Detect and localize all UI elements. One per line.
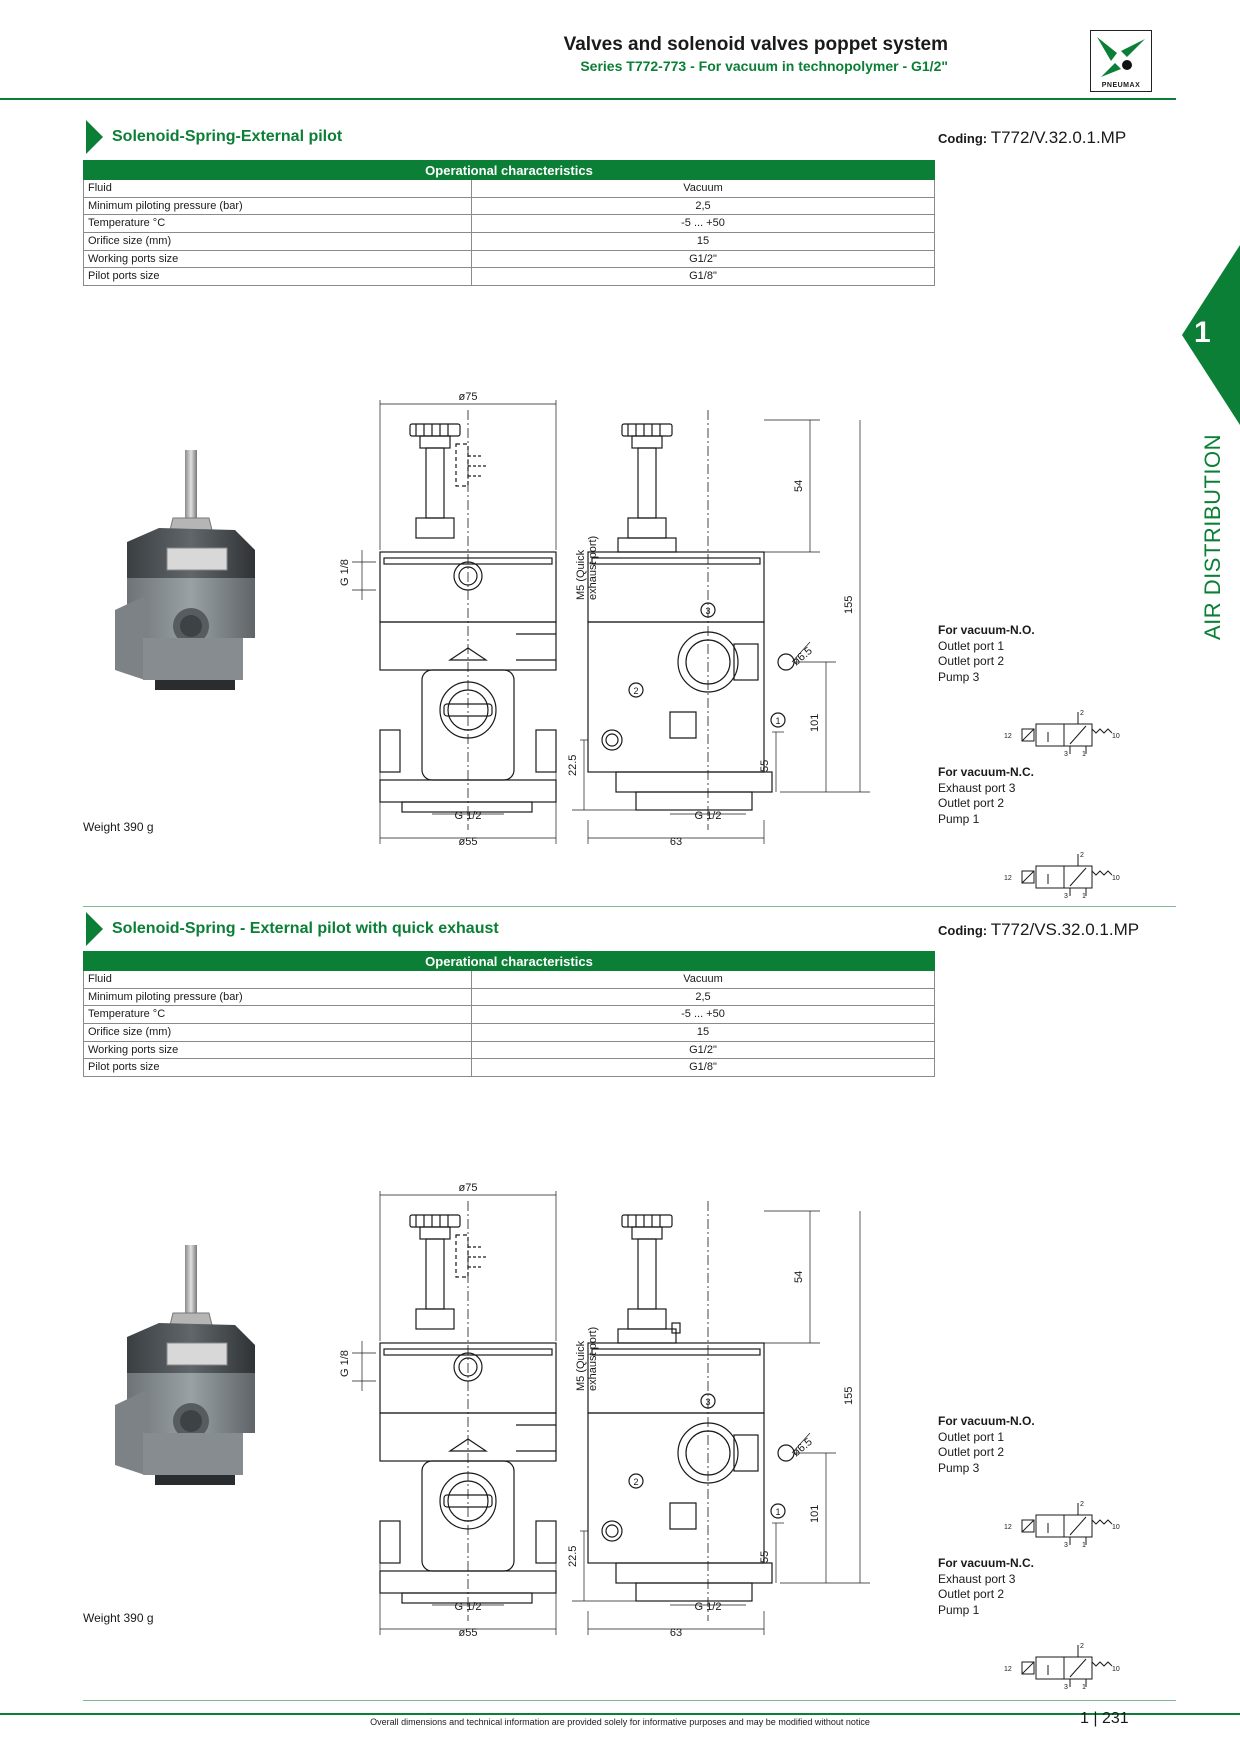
dim-101: 101: [809, 713, 821, 732]
dim-pilot-port: G 1/8: [339, 1350, 351, 1377]
svg-text:2: 2: [1080, 710, 1084, 717]
technical-drawing: [340, 1181, 900, 1651]
header-rule: [0, 98, 1176, 100]
product-photo: [115, 450, 265, 710]
table-row: Working ports size G1/2": [84, 250, 935, 268]
svg-text:1: 1: [1082, 1542, 1086, 1549]
section-arrow-icon: [86, 120, 103, 154]
svg-text:2: 2: [1080, 1501, 1084, 1508]
header-subtitle: Series T772-773 - For vacuum in technopolymer - G1/2": [580, 58, 948, 74]
dim-diameter-75: ø75: [458, 1182, 478, 1194]
dim-55: 55: [759, 759, 771, 772]
table-row: Minimum piloting pressure (bar) 2,5: [84, 988, 935, 1006]
dim-pilot-port: G 1/8: [339, 559, 351, 586]
dim-55: 55: [759, 1550, 771, 1563]
section-title: Solenoid-Spring-External pilot: [112, 128, 343, 145]
pneumatic-symbol-nc: [1000, 1641, 1120, 1691]
table-row: Orifice size (mm) 15: [84, 1024, 935, 1042]
dim-diameter-55: ø55: [458, 1627, 478, 1639]
svg-text:12: 12: [1004, 875, 1012, 882]
pneumatic-symbol-no: [1000, 1499, 1120, 1549]
svg-text:3: 3: [1064, 1542, 1068, 1549]
dim-54: 54: [793, 1270, 805, 1283]
svg-text:1: 1: [1082, 1684, 1086, 1691]
dim-63: 63: [669, 1627, 683, 1639]
dim-g12-right: G 1/2: [694, 810, 722, 822]
coding-label: Coding:: [938, 131, 988, 146]
page-number: 1 | 231: [1080, 1710, 1129, 1727]
svg-text:10: 10: [1112, 1666, 1120, 1673]
dim-diameter-75: ø75: [458, 391, 478, 403]
dim-g12-right: G 1/2: [694, 1601, 722, 1613]
dim-155: 155: [843, 1386, 855, 1405]
port-3-label: 3: [705, 1397, 711, 1407]
svg-text:3: 3: [1064, 1684, 1068, 1691]
dim-22-5: 22.5: [567, 1545, 579, 1567]
spec-table: [83, 160, 935, 286]
svg-text:1: 1: [1082, 893, 1086, 900]
svg-text:3: 3: [1064, 751, 1068, 758]
legend-vacuum-nc: For vacuum-N.C. Exhaust port 3 Outlet port 2 Pump 1: [938, 765, 1035, 826]
dim-22-5: 22.5: [567, 754, 579, 776]
svg-text:3: 3: [1064, 893, 1068, 900]
table-row: Fluid Vacuum: [84, 180, 935, 198]
dim-65: ø6.5: [790, 1435, 815, 1460]
footer-rule: [0, 1713, 1240, 1715]
technical-drawing: [340, 390, 900, 860]
coding: [938, 920, 1139, 940]
spec-table-header: Operational characteristics: [84, 952, 935, 971]
legend-vacuum-no: For vacuum-N.O. Outlet port 1 Outlet port 2 Pump 3: [938, 623, 1035, 684]
section-divider: [83, 906, 1176, 907]
pneumatic-symbol-nc: [1000, 850, 1120, 900]
table-row: Pilot ports size G1/8": [84, 268, 935, 286]
dim-101: 101: [809, 1504, 821, 1523]
dim-m5-label-2: exhaust port): [587, 1326, 599, 1391]
dim-g12-left: G 1/2: [454, 810, 482, 822]
port-1-label: 1: [775, 1507, 781, 1517]
table-row: Temperature °C -5 ... +50: [84, 1006, 935, 1024]
spec-table: [83, 951, 935, 1077]
port-2-label: 2: [633, 686, 639, 696]
port-2-label: 2: [633, 1477, 639, 1487]
dim-m5-label-2: exhaust port): [587, 535, 599, 600]
coding-value: T772/VS.32.0.1.MP: [990, 920, 1140, 939]
table-row: Fluid Vacuum: [84, 971, 935, 989]
chapter-tab: [1182, 245, 1240, 425]
dim-54: 54: [793, 479, 805, 492]
table-row: Pilot ports size G1/8": [84, 1059, 935, 1077]
svg-text:10: 10: [1112, 733, 1120, 740]
coding-label: Coding:: [938, 923, 988, 938]
dim-diameter-55: ø55: [458, 836, 478, 848]
legend-vacuum-no: For vacuum-N.O. Outlet port 1 Outlet port 2 Pump 3: [938, 1414, 1035, 1475]
table-row: Orifice size (mm) 15: [84, 233, 935, 251]
weight-label: Weight 390 g: [83, 1611, 154, 1625]
coding: [938, 128, 1126, 148]
table-row: Working ports size G1/2": [84, 1041, 935, 1059]
table-row: Minimum piloting pressure (bar) 2,5: [84, 197, 935, 215]
svg-text:12: 12: [1004, 1524, 1012, 1531]
logo-text: PNEUMAX: [1101, 82, 1141, 89]
legend-vacuum-nc: For vacuum-N.C. Exhaust port 3 Outlet port 2 Pump 1: [938, 1556, 1035, 1617]
svg-text:2: 2: [1080, 1643, 1084, 1650]
footer-disclaimer: Overall dimensions and technical information are provided solely for informative purposes and may be modified without notice: [370, 1717, 870, 1727]
svg-text:12: 12: [1004, 733, 1012, 740]
header-title: Valves and solenoid valves poppet system: [563, 34, 948, 55]
svg-text:12: 12: [1004, 1666, 1012, 1673]
weight-label: Weight 390 g: [83, 820, 154, 834]
svg-text:10: 10: [1112, 875, 1120, 882]
pneumax-logo: [1090, 30, 1152, 92]
dim-m5-label: M5 (Quick: [575, 1340, 587, 1391]
table-row: Temperature °C -5 ... +50: [84, 215, 935, 233]
dim-63: 63: [669, 836, 683, 848]
footer-divider: [83, 1700, 1176, 1701]
svg-text:2: 2: [1080, 852, 1084, 859]
port-3-label: 3: [705, 606, 711, 616]
dim-65: ø6.5: [790, 644, 815, 669]
section-arrow-icon: [86, 912, 103, 946]
svg-text:10: 10: [1112, 1524, 1120, 1531]
pneumatic-symbol-no: [1000, 708, 1120, 758]
dim-g12-left: G 1/2: [454, 1601, 482, 1613]
port-1-label: 1: [775, 716, 781, 726]
product-photo: [115, 1245, 265, 1505]
svg-text:1: 1: [1082, 751, 1086, 758]
section-title: Solenoid-Spring - External pilot with quick exhaust: [112, 920, 499, 937]
coding-value: T772/V.32.0.1.MP: [990, 128, 1127, 147]
dim-155: 155: [843, 595, 855, 614]
dim-m5-label: M5 (Quick: [575, 549, 587, 600]
spec-table-header: Operational characteristics: [84, 161, 935, 180]
chapter-number: 1: [1194, 316, 1211, 349]
